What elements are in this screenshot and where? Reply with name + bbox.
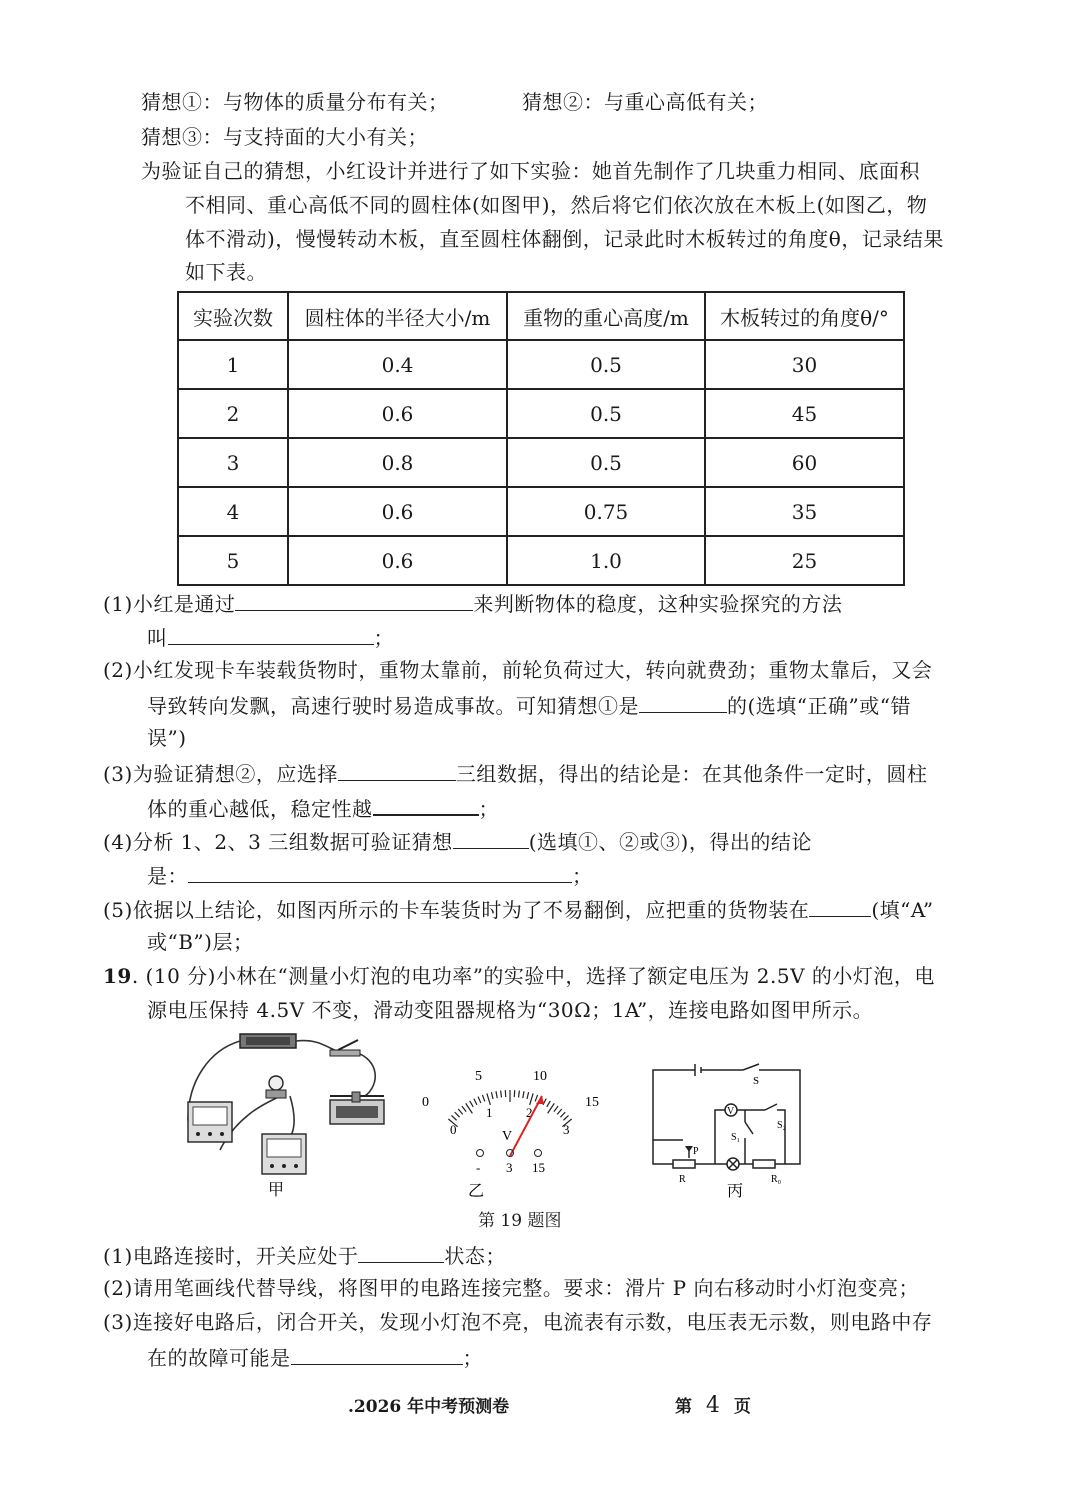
q18-p5-text-a: (5)依据以上结论，如图丙所示的卡车装货时为了不易翻倒，应把重的货物装在 xyxy=(103,898,810,922)
header-angle: 木板转过的角度θ/° xyxy=(705,292,904,340)
answer-blank-9[interactable] xyxy=(358,1240,444,1263)
dial-tick xyxy=(451,1115,456,1120)
q18-part2-line1: (2)小红发现卡车装载货物时，重物太靠前，前轮负荷过大，转向就费劲；重物太靠后，又会 xyxy=(103,658,933,682)
ammeter-dial xyxy=(267,1139,301,1157)
switch-s2 xyxy=(765,1104,777,1110)
header-height: 重物的重心高度/m xyxy=(507,292,705,340)
battery-cells xyxy=(246,1037,290,1045)
q18-part5-line2: 或“B”)层； xyxy=(147,930,254,954)
label-r: R xyxy=(679,1174,686,1185)
cell: 2 xyxy=(178,389,288,438)
terminal-icon xyxy=(477,1150,484,1157)
switch-icon xyxy=(338,1040,358,1050)
switch-s1 xyxy=(745,1122,753,1134)
experiment-table xyxy=(177,291,905,586)
outer-label-10: 10 xyxy=(533,1069,547,1084)
dial-tick xyxy=(547,1101,551,1107)
slider-arrow xyxy=(685,1146,693,1152)
answer-blank-10[interactable] xyxy=(291,1342,463,1365)
q18-part1-line2 xyxy=(147,622,394,652)
dial-tick xyxy=(458,1109,463,1114)
dial-tick xyxy=(554,1106,558,1112)
label-s2: S₂ xyxy=(777,1120,787,1131)
q18-p4-text-c: 是： xyxy=(147,864,188,888)
q18-p5-text-b: (填“A” xyxy=(871,898,934,922)
q18-p3-text-b: 三组数据，得出的结论是：在其他条件一定时，圆柱 xyxy=(455,762,928,786)
q18-part3-line1 xyxy=(103,758,927,788)
table-row xyxy=(178,438,904,487)
answer-blank-8[interactable] xyxy=(809,894,871,917)
q18-part4-line2 xyxy=(147,860,593,890)
dial-tick xyxy=(519,1091,520,1098)
cell: 0.4 xyxy=(288,340,507,389)
cell: 0.5 xyxy=(507,389,705,438)
label-s: S xyxy=(753,1075,760,1087)
q18-p3-text-c: 体的重心越低，稳定性越 xyxy=(147,797,373,821)
page-number: 4 xyxy=(705,1393,720,1418)
dial-tick xyxy=(487,1093,490,1104)
q18-p1-text-c: 叫 xyxy=(147,626,168,650)
answer-blank-2[interactable] xyxy=(168,622,374,645)
q18-part5-line1 xyxy=(103,894,934,924)
q18-part1-line1 xyxy=(103,588,842,618)
q18-p3-text-d: ； xyxy=(478,797,499,821)
cell: 0.6 xyxy=(288,487,507,536)
q18-p3-text-a: (3)为验证猜想②，应选择 xyxy=(103,762,338,786)
q19-part3-line1: (3)连接好电路后，闭合开关，发现小灯泡不亮，电流表有示数，电压表无示数，则电路中存 xyxy=(103,1310,933,1334)
intro-line-3: 体不滑动)，慢慢转动木板，直至圆柱体翻倒，记录此时木板转过的角度θ，记录结果 xyxy=(185,227,944,251)
page-prefix: 第 xyxy=(675,1397,692,1417)
lamp-holder xyxy=(266,1090,286,1098)
figure-label-bing: 丙 xyxy=(727,1183,744,1200)
figure-caption: 第 19 题图 xyxy=(478,1211,562,1231)
cell: 30 xyxy=(705,340,904,389)
cell: 3 xyxy=(178,438,288,487)
q18-p1-text-d: ； xyxy=(373,626,394,650)
q19-p3-text-b: 在的故障可能是 xyxy=(147,1346,291,1370)
q18-p2-text-b: 导致转向发飘，高速行驶时易造成事故。可知猜想①是 xyxy=(147,694,639,718)
q18-p4-text-b: (选填①、②或③)，得出的结论 xyxy=(528,830,812,854)
q19-p1-text-a: (1)电路连接时，开关应处于 xyxy=(103,1244,359,1268)
dial-tick xyxy=(474,1099,477,1105)
table-header-row xyxy=(178,292,904,340)
q19-p1-text-b: 状态； xyxy=(444,1244,506,1268)
q18-p4-text-a: (4)分析 1、2、3 三组数据可验证猜想 xyxy=(103,830,453,854)
inner-label-0: 0 xyxy=(450,1122,457,1137)
switch-base xyxy=(330,1050,360,1056)
terminal-label-15: 15 xyxy=(532,1160,545,1175)
cell: 60 xyxy=(705,438,904,487)
table-row xyxy=(178,340,904,389)
outer-label-0: 0 xyxy=(422,1095,429,1110)
dial-tick xyxy=(496,1091,497,1098)
dial-tick xyxy=(563,1115,568,1120)
figure-voltmeter-dial xyxy=(420,1060,610,1200)
header-trial: 实验次数 xyxy=(178,292,288,340)
figure-physical-circuit xyxy=(180,1030,400,1200)
answer-blank-5[interactable] xyxy=(373,792,479,816)
answer-blank-3[interactable] xyxy=(639,690,727,713)
q18-part2-line2 xyxy=(147,690,911,720)
q18-part3-line2 xyxy=(147,792,499,823)
cell: 0.5 xyxy=(507,340,705,389)
terminal-label-minus: - xyxy=(476,1160,481,1175)
wire xyxy=(355,1052,375,1096)
q19-part2: (2)请用笔画线代替导线，将图甲的电路连接完整。要求：滑片 P 向右移动时小灯泡变亮； xyxy=(103,1276,920,1300)
page-suffix: 页 xyxy=(733,1397,751,1417)
hypothesis-3: 猜想③：与支持面的大小有关； xyxy=(141,125,428,149)
q19-part3-line2 xyxy=(147,1342,483,1372)
dial-tick xyxy=(482,1095,484,1102)
cell: 4 xyxy=(178,487,288,536)
figure-circuit-diagram xyxy=(645,1060,815,1200)
dial-tick xyxy=(478,1097,481,1103)
label-p: P xyxy=(693,1146,699,1157)
dial-tick xyxy=(462,1106,466,1112)
dial-tick xyxy=(491,1092,493,1099)
outer-label-15: 15 xyxy=(585,1095,599,1110)
label-s1: S₁ xyxy=(731,1132,741,1143)
q19-p3-text-c: ； xyxy=(462,1346,483,1370)
dial-tick xyxy=(560,1112,565,1117)
cell: 35 xyxy=(705,487,904,536)
rheostat-slider xyxy=(352,1092,360,1102)
figure-label-jia: 甲 xyxy=(268,1182,285,1199)
q18-p1-text-a: (1)小红是通过 xyxy=(103,592,236,616)
cell: 1 xyxy=(178,340,288,389)
intro-line-1: 为验证自己的猜想，小红设计并进行了如下实验：她首先制作了几块重力相同、底面积 xyxy=(141,159,920,183)
table-row xyxy=(178,487,904,536)
inner-label-1: 1 xyxy=(486,1105,493,1120)
table-row xyxy=(178,536,904,585)
answer-blank-1[interactable] xyxy=(235,588,473,611)
dial-tick xyxy=(530,1093,533,1104)
terminal-icon xyxy=(535,1150,542,1157)
cell: 0.75 xyxy=(507,487,705,536)
cell: 1.0 xyxy=(507,536,705,585)
figure-label-yi: 乙 xyxy=(468,1183,485,1200)
inner-label-2: 2 xyxy=(526,1105,533,1120)
q19-text-1: . (10 分)小林在“测量小灯泡的电功率”的实验中，选择了额定电压为 2.5V 的小灯泡，电 xyxy=(131,964,935,988)
answer-blank-7[interactable] xyxy=(188,860,572,883)
dial-tick xyxy=(557,1109,562,1114)
q19-part1 xyxy=(103,1240,506,1270)
hypothesis-1: 猜想①：与物体的质量分布有关； xyxy=(141,90,449,114)
intro-line-2: 不相同、重心高低不同的圆柱体(如图甲)，然后将它们依次放在木板上(如图乙，物 xyxy=(185,193,928,217)
intro-line-4: 如下表。 xyxy=(185,260,267,284)
inner-label-3: 3 xyxy=(563,1122,570,1137)
dial-tick xyxy=(523,1091,524,1098)
q18-part4-line1 xyxy=(103,826,812,856)
dial-tick xyxy=(455,1112,460,1117)
footer-page xyxy=(675,1392,751,1418)
q18-p2-text-c: 的(选填“正确”或“错 xyxy=(727,694,911,718)
cell: 0.5 xyxy=(507,438,705,487)
label-r0: R₀ xyxy=(771,1174,782,1185)
header-radius: 圆柱体的半径大小/m xyxy=(288,292,507,340)
answer-blank-6[interactable] xyxy=(453,826,529,849)
dial-tick xyxy=(527,1092,529,1099)
q18-p4-text-d: ； xyxy=(572,864,593,888)
cell: 0.6 xyxy=(288,536,507,585)
meter-unit: V xyxy=(502,1129,513,1144)
cell: 45 xyxy=(705,389,904,438)
label-v: V xyxy=(727,1106,735,1117)
lamp-icon xyxy=(269,1076,283,1090)
q19-line1 xyxy=(103,962,935,990)
cell: 25 xyxy=(705,536,904,585)
cell: 5 xyxy=(178,536,288,585)
dial-tick xyxy=(470,1101,474,1107)
dial-tick xyxy=(535,1095,537,1102)
rheostat-coil xyxy=(336,1106,378,1118)
table-row xyxy=(178,389,904,438)
q18-part2-line3: 误”) xyxy=(147,726,187,750)
answer-blank-4[interactable] xyxy=(338,758,456,781)
cell: 0.8 xyxy=(288,438,507,487)
q19-line2: 源电压保持 4.5V 不变，滑动变阻器规格为“30Ω；1A”，连接电路如图甲所示。 xyxy=(147,998,874,1022)
voltmeter-dial xyxy=(193,1107,227,1125)
footer-title: .2026 年中考预测卷 xyxy=(348,1397,510,1417)
dial-ticks xyxy=(448,1090,571,1127)
cell: 0.6 xyxy=(288,389,507,438)
terminal-label-3: 3 xyxy=(506,1160,513,1175)
hypothesis-2: 猜想②：与重心高低有关； xyxy=(522,90,768,114)
q18-p1-text-b: 来判断物体的稳度，这种实验探究的方法 xyxy=(473,592,843,616)
q19-number: 19 xyxy=(103,964,132,988)
outer-label-5: 5 xyxy=(475,1069,482,1084)
dial-tick xyxy=(501,1091,502,1098)
